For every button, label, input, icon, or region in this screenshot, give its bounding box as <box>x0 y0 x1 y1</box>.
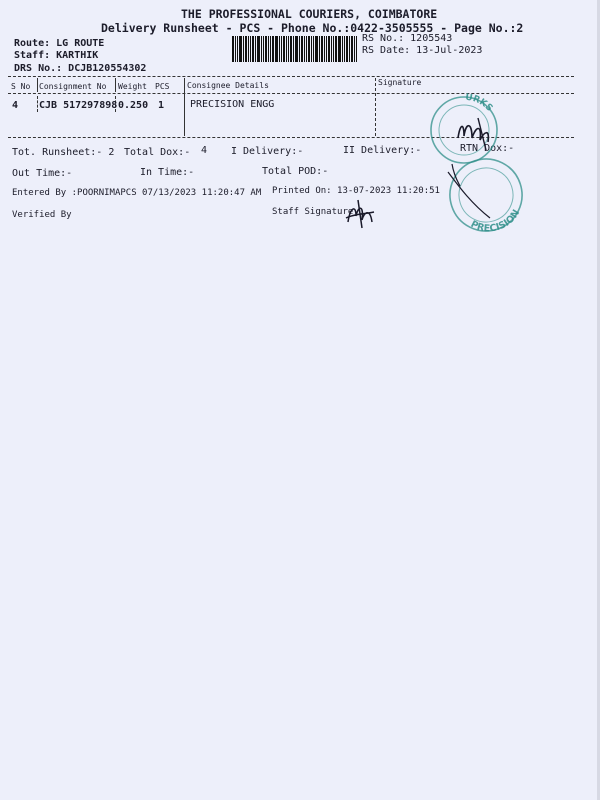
stamp-text: URKS <box>464 92 495 114</box>
barcode-bar <box>356 36 357 62</box>
barcode-bar <box>349 36 350 62</box>
barcode-bar <box>346 36 348 62</box>
barcode-bar <box>288 36 289 62</box>
barcode-bar <box>279 36 280 62</box>
barcode-bar <box>313 36 314 62</box>
header-weight: Weight <box>118 82 147 91</box>
tot-runsheet: Tot. Runsheet:- 2 <box>12 147 115 158</box>
header-sno: S No <box>11 82 31 91</box>
barcode-bar <box>263 36 264 62</box>
col-divider <box>37 96 38 112</box>
barcode-bar <box>315 36 318 62</box>
barcode-bar <box>272 36 274 62</box>
barcode-bar <box>319 36 320 62</box>
barcode-bar <box>243 36 244 62</box>
row-consignment: CJB 517297898 <box>39 100 118 111</box>
row-pcs: 1 <box>158 100 165 111</box>
row-consignee: PRECISION ENGG <box>190 99 275 110</box>
staff-signature-icon <box>342 198 378 230</box>
route-label: Route: LG ROUTE <box>14 38 105 49</box>
header-consignment: Consignment No <box>39 82 107 91</box>
barcode-bar <box>257 36 260 62</box>
staff-label: Staff: KARTHIK <box>14 50 99 61</box>
col-divider <box>184 78 185 136</box>
in-time: In Time:- <box>140 167 195 178</box>
barcode-bar <box>270 36 271 62</box>
drs-number: DRS No.: DCJB120554302 <box>14 63 147 74</box>
out-time: Out Time:- <box>12 168 73 179</box>
col-divider <box>115 78 116 92</box>
barcode-bar <box>301 36 303 62</box>
header-consignee: Consignee Details <box>187 81 269 90</box>
i-delivery: I Delivery:- <box>231 146 304 157</box>
staff-signature-label: Staff Signature <box>272 207 354 217</box>
total-pod: Total POD:- <box>262 166 329 177</box>
barcode-bar <box>321 36 323 62</box>
barcode-bar <box>281 36 282 62</box>
barcode-bar <box>354 36 355 62</box>
barcode-bar <box>311 36 312 62</box>
barcode-bar <box>308 36 310 62</box>
barcode-bar <box>333 36 334 62</box>
header-pcs: PCS <box>155 82 170 91</box>
barcode-bar <box>245 36 247 62</box>
barcode-bar <box>290 36 292 62</box>
row-sno: 4 <box>12 100 19 111</box>
barcode-bar <box>342 36 343 62</box>
barcode-bar <box>351 36 353 62</box>
barcode-bar <box>255 36 256 62</box>
barcode <box>232 36 358 62</box>
barcode-bar <box>299 36 300 62</box>
barcode-bar <box>235 36 236 62</box>
barcode-bar <box>250 36 251 62</box>
rs-date: RS Date: 13-Jul-2023 <box>362 45 483 56</box>
table-top-rule <box>8 76 574 77</box>
barcode-bar <box>283 36 285 62</box>
verified-by: Verified By <box>12 210 72 220</box>
col-divider <box>37 78 38 92</box>
barcode-bar <box>265 36 267 62</box>
col-divider <box>375 78 376 136</box>
printed-on: Printed On: 13-07-2023 11:20:51 <box>272 186 440 196</box>
header-signature: Signature <box>378 78 422 87</box>
barcode-bar <box>286 36 287 62</box>
barcode-bar <box>304 36 305 62</box>
barcode-bar <box>306 36 307 62</box>
barcode-bar <box>239 36 242 62</box>
barcode-bar <box>232 36 234 62</box>
barcode-bar <box>268 36 269 62</box>
barcode-bar <box>338 36 341 62</box>
barcode-bar <box>344 36 345 62</box>
barcode-bar <box>248 36 249 62</box>
entered-by: Entered By :POORNIMAPCS 07/13/2023 11:20:47 AM <box>12 188 262 198</box>
stamp-text: PRECISION <box>468 207 523 235</box>
rtn-dox: RTN Dox:- <box>460 143 515 154</box>
barcode-bar <box>295 36 298 62</box>
barcode-bar <box>293 36 294 62</box>
barcode-bar <box>261 36 262 62</box>
total-dox-label: Total Dox:- <box>124 147 191 158</box>
runsheet-subtitle: Delivery Runsheet - PCS - Phone No.:0422-3505555 - Page No.:2 <box>101 21 524 35</box>
company-title: THE PROFESSIONAL COURIERS, COIMBATORE <box>181 7 438 21</box>
rs-number: RS No.: 1205543 <box>362 33 453 44</box>
barcode-bar <box>237 36 238 62</box>
barcode-bar <box>275 36 278 62</box>
precision-stamp <box>438 152 534 238</box>
barcode-bar <box>252 36 254 62</box>
barcode-bar <box>324 36 325 62</box>
barcode-bar <box>326 36 327 62</box>
barcode-bar <box>335 36 337 62</box>
total-dox-value: 4 <box>201 145 208 156</box>
row-weight: 0.250 <box>118 100 149 111</box>
barcode-bar <box>331 36 332 62</box>
ii-delivery: II Delivery:- <box>343 145 422 156</box>
barcode-bar <box>328 36 330 62</box>
